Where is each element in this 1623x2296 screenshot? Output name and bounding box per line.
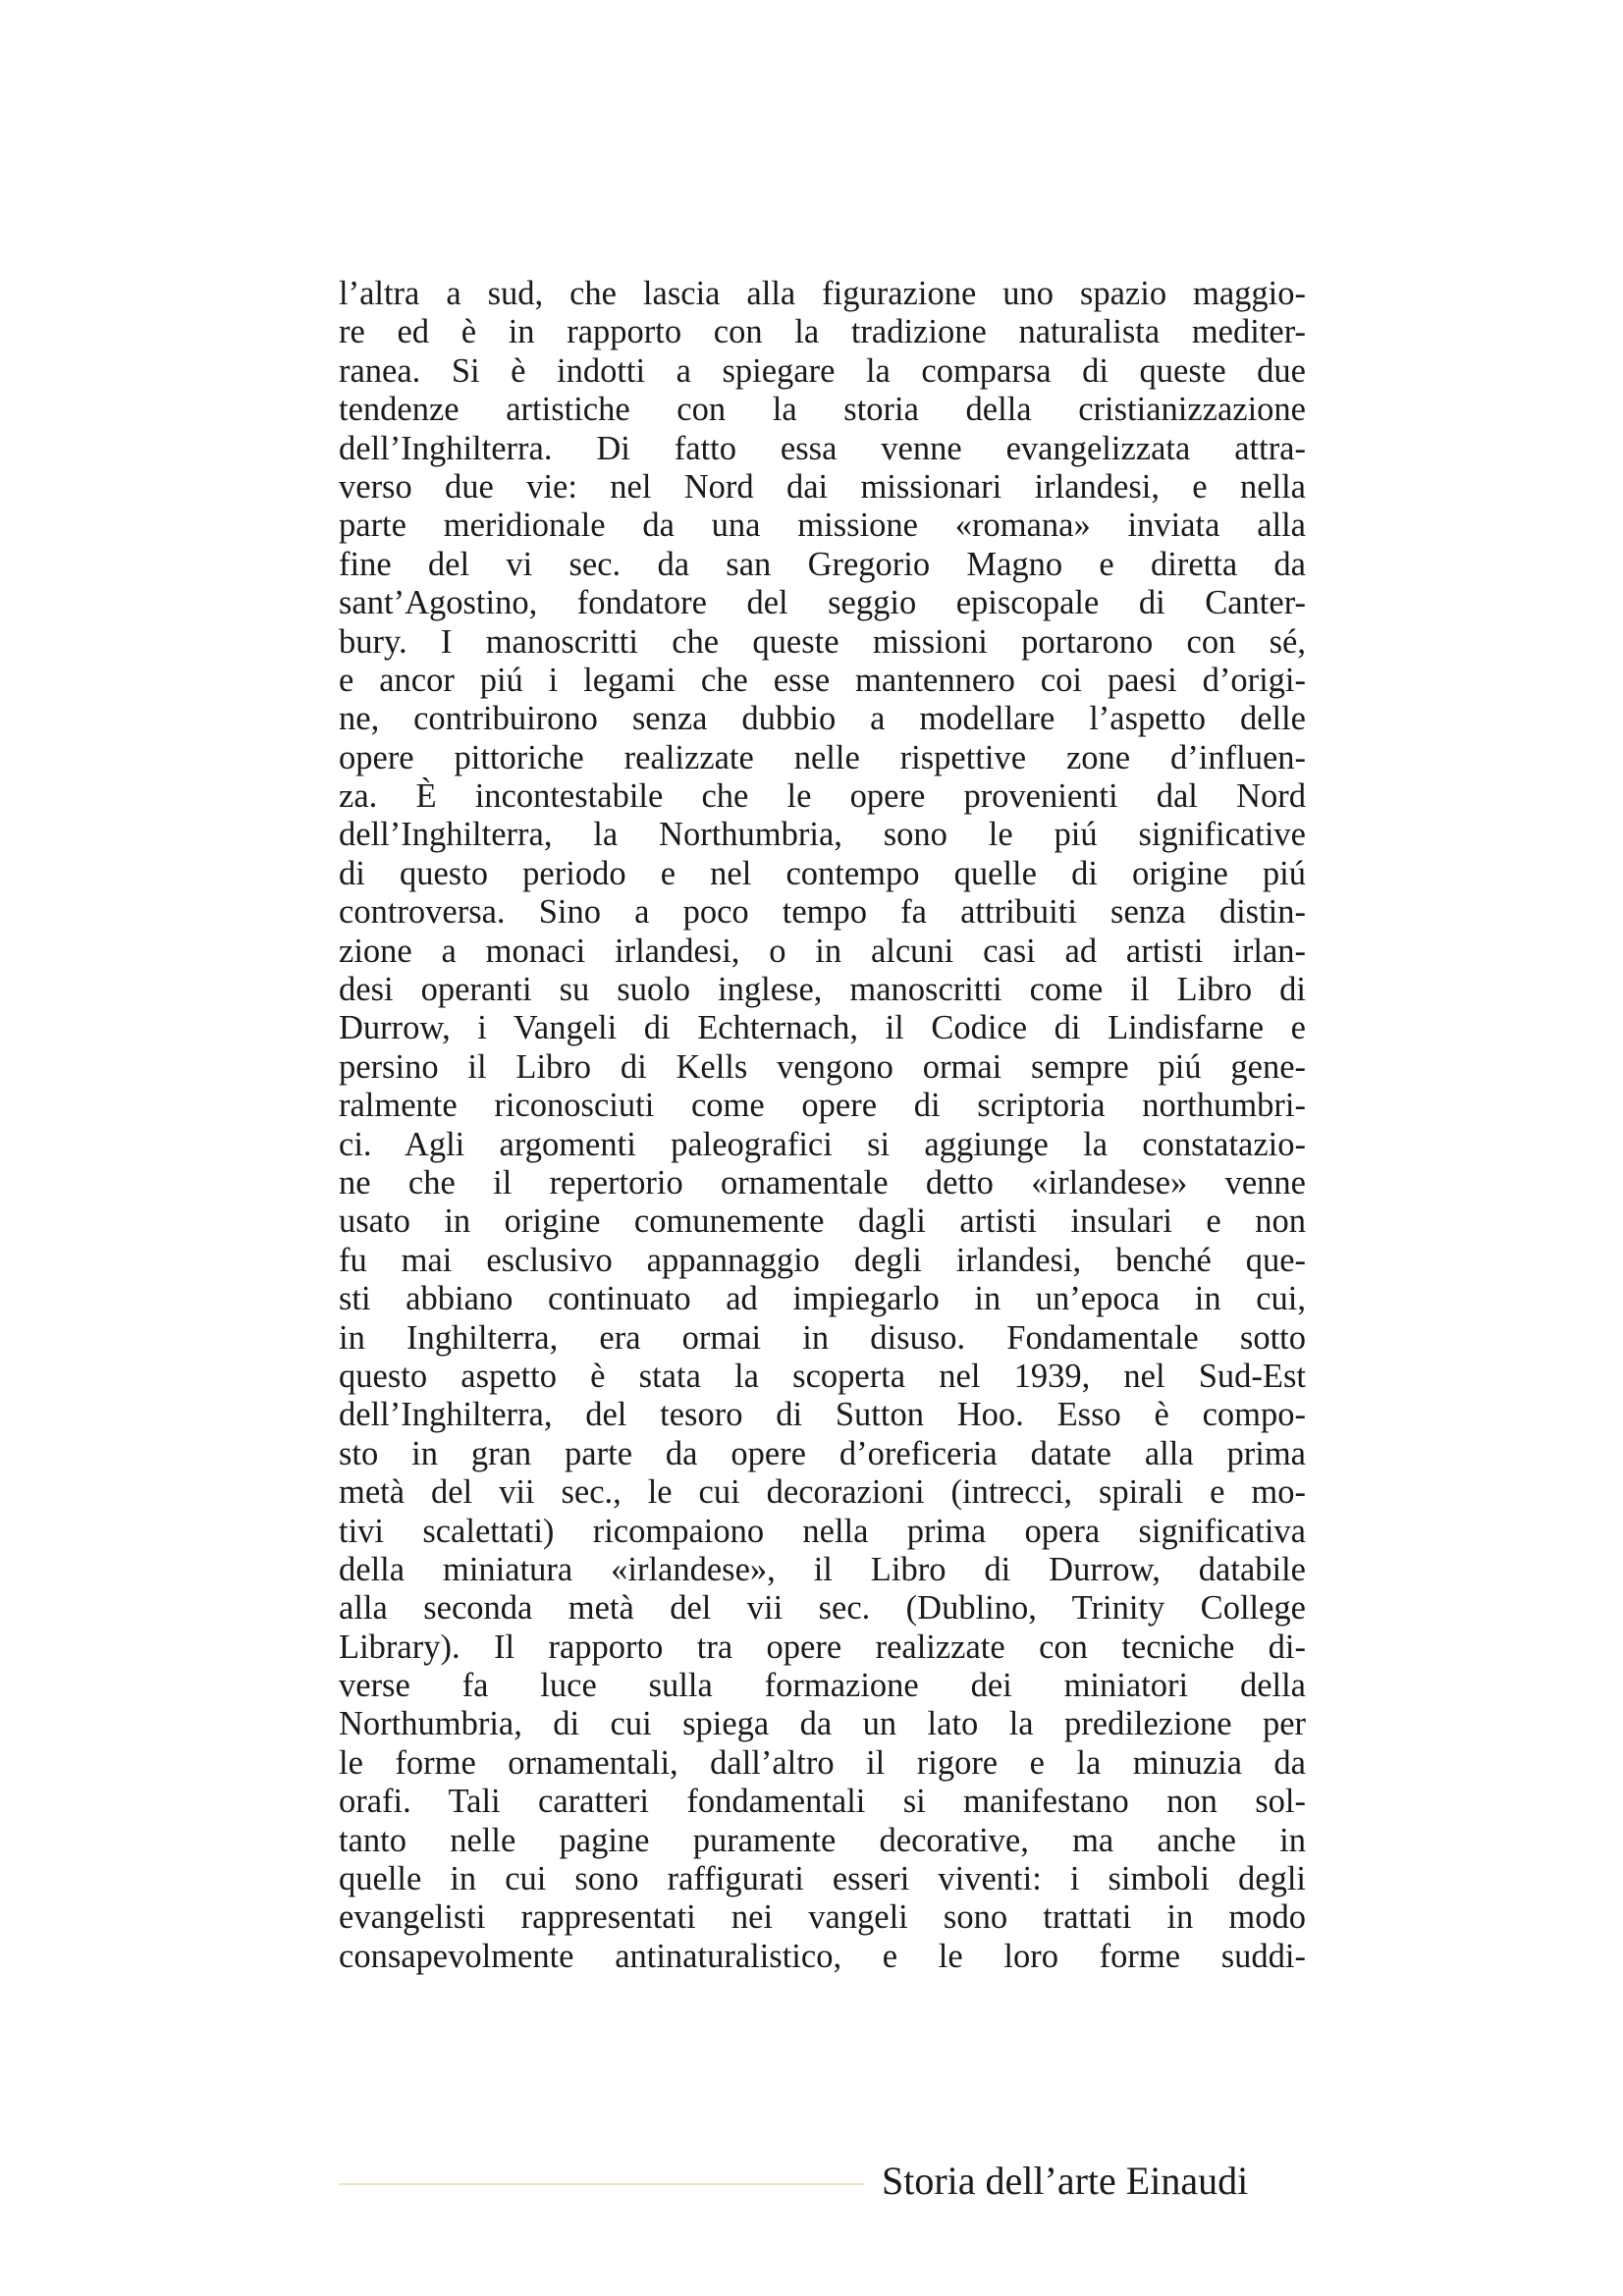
text-line: in Inghilterra, era ormai in disuso. Fondamentale sotto xyxy=(339,1318,1306,1357)
text-line: sti abbiano continuato ad impiegarlo in un’epoca in cui, xyxy=(339,1280,1306,1318)
text-line: consapevolmente antinaturalistico, e le loro forme suddi- xyxy=(339,1937,1306,1975)
text-line: alla seconda metà del vii sec. (Dublino, Trinity College xyxy=(339,1589,1306,1628)
text-line: re ed è in rapporto con la tradizione naturalista mediter- xyxy=(339,313,1306,351)
text-line: controversa. Sino a poco tempo fa attribuiti senza distin- xyxy=(339,893,1306,932)
text-line: dell’Inghilterra. Di fatto essa venne evangelizzata attra- xyxy=(339,429,1306,467)
text-line: tanto nelle pagine puramente decorative, ma anche in xyxy=(339,1821,1306,1859)
text-line: dell’Inghilterra, la Northumbria, sono le piú significative xyxy=(339,816,1306,854)
text-line: questo aspetto è stata la scoperta nel 1939, nel Sud-Est xyxy=(339,1357,1306,1395)
text-line: e ancor piú i legami che esse mantennero coi paesi d’origi- xyxy=(339,661,1306,699)
text-line: zione a monaci irlandesi, o in alcuni casi ad artisti irlan- xyxy=(339,932,1306,970)
footer-rule xyxy=(339,2183,864,2185)
text-line: ralmente riconosciuti come opere di scriptoria northumbri- xyxy=(339,1087,1306,1125)
text-line: sant’Agostino, fondatore del seggio episcopale di Canter- xyxy=(339,584,1306,622)
text-line: della miniatura «irlandese», il Libro di Durrow, databile xyxy=(339,1550,1306,1588)
text-line: fu mai esclusivo appannaggio degli irlandesi, benché que- xyxy=(339,1241,1306,1279)
text-line: opere pittoriche realizzate nelle rispettive zone d’influen- xyxy=(339,738,1306,776)
text-line: l’altra a sud, che lascia alla figurazione uno spazio maggio- xyxy=(339,275,1306,312)
text-line: Library). Il rapporto tra opere realizzate con tecniche di- xyxy=(339,1628,1306,1666)
text-line: di questo periodo e nel contempo quelle di origine piú xyxy=(339,854,1306,892)
text-line: bury. I manoscritti che queste missioni portarono con sé, xyxy=(339,622,1306,661)
footer-title: Storia dell’arte Einaudi xyxy=(882,2159,1249,2203)
text-line: fine del vi sec. da san Gregorio Magno e diretta da xyxy=(339,545,1306,583)
text-line: le forme ornamentali, dall’altro il rigore e la minuzia da xyxy=(339,1743,1306,1782)
text-line: ranea. Si è indotti a spiegare la comparsa di queste due xyxy=(339,351,1306,390)
text-line: Northumbria, di cui spiega da un lato la predilezione per xyxy=(339,1705,1306,1743)
text-line: sto in gran parte da opere d’oreficeria datate alla prima xyxy=(339,1434,1306,1472)
text-line: ne, contribuirono senza dubbio a modellare l’aspetto delle xyxy=(339,700,1306,738)
text-line: persino il Libro di Kells vengono ormai sempre piú gene- xyxy=(339,1047,1306,1086)
text-line: metà del vii sec., le cui decorazioni (intrecci, spirali e mo- xyxy=(339,1473,1306,1512)
body-text xyxy=(339,275,1306,1976)
text-line: parte meridionale da una missione «romana» inviata alla xyxy=(339,507,1306,545)
text-line: orafi. Tali caratteri fondamentali si manifestano non sol- xyxy=(339,1783,1306,1821)
text-line: ci. Agli argomenti paleografici si aggiunge la constatazio- xyxy=(339,1125,1306,1163)
text-line: desi operanti su suolo inglese, manoscritti come il Libro di xyxy=(339,971,1306,1009)
text-line: za. È incontestabile che le opere provenienti dal Nord xyxy=(339,777,1306,816)
text-line: dell’Inghilterra, del tesoro di Sutton Hoo. Esso è compo- xyxy=(339,1396,1306,1434)
text-line: verse fa luce sulla formazione dei miniatori della xyxy=(339,1667,1306,1705)
text-line: evangelisti rappresentati nei vangeli sono trattati in modo xyxy=(339,1898,1306,1937)
text-line: usato in origine comunemente dagli artisti insulari e non xyxy=(339,1202,1306,1241)
text-line: quelle in cui sono raffigurati esseri viventi: i simboli degli xyxy=(339,1860,1306,1898)
text-line: ne che il repertorio ornamentale detto «irlandese» venne xyxy=(339,1163,1306,1201)
text-line: verso due vie: nel Nord dai missionari irlandesi, e nella xyxy=(339,467,1306,506)
text-line: tendenze artistiche con la storia della cristianizzazione xyxy=(339,391,1306,429)
text-line: Durrow, i Vangeli di Echternach, il Codice di Lindisfarne e xyxy=(339,1009,1306,1047)
text-line: tivi scalettati) ricompaiono nella prima opera significativa xyxy=(339,1512,1306,1550)
